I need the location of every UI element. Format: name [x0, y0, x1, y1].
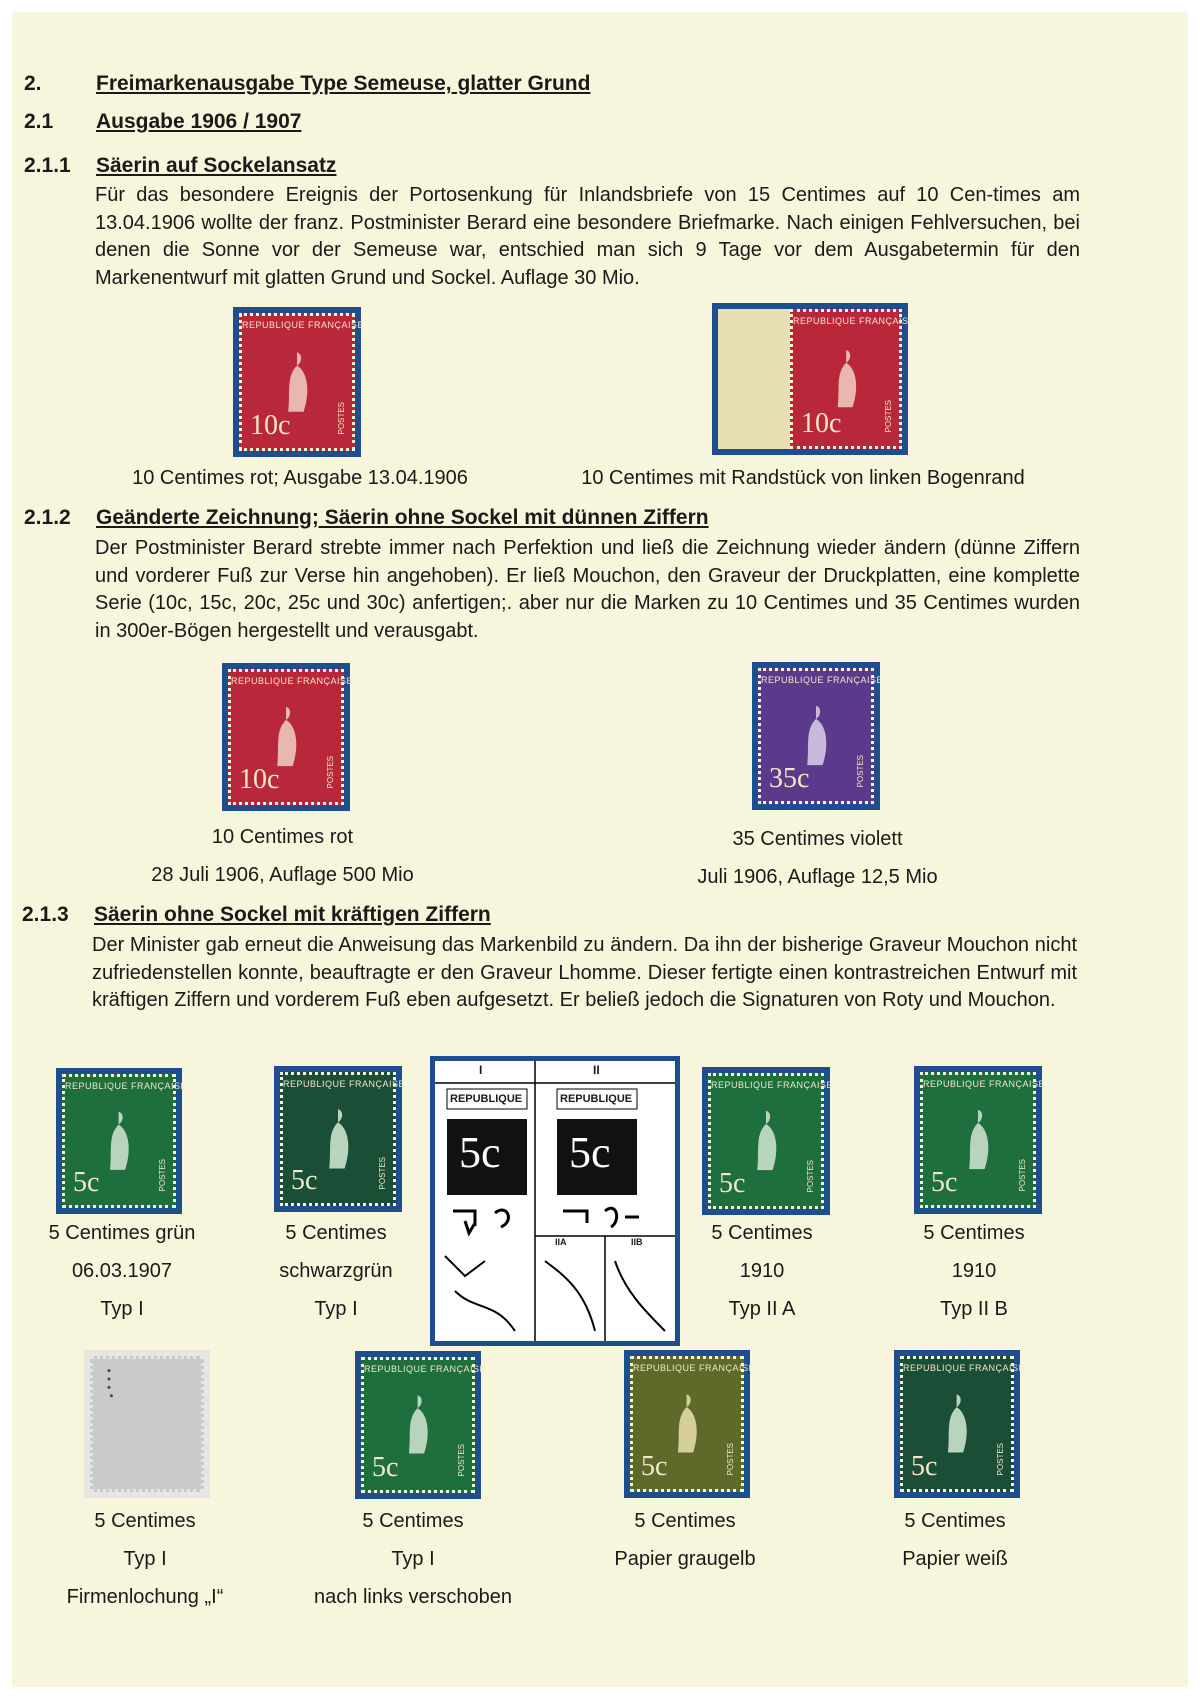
section-2-1-2-heading: 2.1.2 Geänderte Zeichnung; Säerin ohne Sockel mit dünnen Ziffern	[24, 506, 709, 529]
section-2-1-heading: 2.1 Ausgabe 1906 / 1907	[24, 110, 302, 133]
semeuse-figure-icon	[396, 1383, 439, 1464]
section-2-1-1-heading: 2.1.1 Säerin auf Sockelansatz	[24, 154, 337, 177]
stamp-5c-greyyellow-paper: REPUBLIQUE FRANÇAISE 5c POSTES	[624, 1350, 750, 1498]
semeuse-figure-icon	[935, 1382, 978, 1463]
stamp-5c-typ2a: REPUBLIQUE FRANÇAISE 5c POSTES	[702, 1067, 830, 1215]
stamp-10c-red-thin: REPUBLIQUE FRANÇAISE 10c POSTES	[222, 663, 350, 811]
caption-5c-blackgreen-typ1: 5 Centimes schwarzgrün Typ I	[279, 1222, 393, 1320]
type-comparison-diagram	[430, 1056, 680, 1346]
caption-5c-shifted: 5 Centimes Typ I nach links verschoben	[314, 1510, 512, 1608]
stamp-10c-red-1906: REPUBLIQUE FRANÇAISE 10c POSTES	[233, 307, 361, 457]
caption-10c-margin: 10 Centimes mit Randstück von linken Bogenrand	[581, 467, 1025, 489]
sheet-margin-piece	[718, 309, 790, 449]
caption-5c-white: 5 Centimes Papier weiß	[902, 1510, 1008, 1570]
semeuse-figure-icon	[825, 336, 867, 419]
section-2-1-1-text: Für das besondere Ereignis der Portosenkung für Inlandsbriefe von 15 Centimes auf 10 Cen-times am 13.04.1906 wollte der franz. Postminister Berard eine besondere Briefmarke. Nach einigen Fehlversuchen, bei denen die Sonne vor der Semeuse war, entschied man sich 9 Tage vor dem Ausgabetermin für den Markenentwurf mit glatten Grund und Sockel. Auflage 30 Mio.	[95, 184, 1080, 289]
semeuse-figure-icon	[665, 1382, 708, 1463]
caption-5c-green-typ1: 5 Centimes grün 06.03.1907 Typ I	[48, 1222, 196, 1320]
diagram-col2-label: II	[593, 1063, 600, 1077]
section-2-heading: 2. Freimarkenausgabe Type Semeuse, glatter Grund	[24, 72, 591, 95]
diagram-col1-label: I	[479, 1063, 483, 1077]
stamp-5c-typ2b: REPUBLIQUE FRANÇAISE 5c POSTES	[914, 1066, 1042, 1214]
semeuse-figure-icon	[956, 1098, 1000, 1179]
caption-5c-greyyellow: 5 Centimes Papier graugelb	[614, 1510, 756, 1570]
caption-10c-red-thin: 10 Centimes rot 28 Juli 1906, Auflage 500 Mio	[151, 826, 414, 886]
semeuse-figure-icon	[316, 1098, 360, 1177]
stamp-5c-white-paper: REPUBLIQUE FRANÇAISE 5c POSTES	[894, 1350, 1020, 1498]
section-2-1-3-heading: 2.1.3 Säerin ohne Sockel mit kräftigen Ziffern	[22, 903, 491, 926]
diagram-label-2: REPUBLIQUE	[560, 1093, 633, 1105]
section-2-1-2-text: Der Postminister Berard strebte immer nach Perfektion und ließ die Zeichnung wieder ändern (dünne Ziffern und vorderer Fuß zur Verse hin angehoben). Er ließ Mouchon, den Graveur der Druckplatten, eine komplette Serie (10c, 15c, 20c, 25c und 30c) anfertigen;. aber nur die Marken zu 10 Centimes und 35 Centimes wurden in 300er-Bögen hergestellt und verausgabt.	[95, 537, 1080, 642]
section-2-1-3-text: Der Minister gab erneut die Anweisung das Markenbild zu ändern. Da ihn der bisherige Graveur Mouchon nicht zufriedenstellen konnte, beauftragte er den Graveur Lhomme. Dieser fertigte einen kontrastreichen Entwurf mit kräftigen Ziffern und vorderem Fuß eben aufgesetzt. Er beließ jedoch die Signaturen von Roty und Mouchon.	[92, 934, 1077, 1011]
stamp-5c-blackgreen-typ1: REPUBLIQUE FRANÇAISE 5c POSTES	[274, 1066, 402, 1212]
caption-5c-perfin: 5 Centimes Typ I Firmenlochung „I“	[66, 1510, 224, 1608]
diagram-label-1: REPUBLIQUE	[450, 1093, 523, 1105]
stamp-35c-violet: REPUBLIQUE FRANÇAISE 35c POSTES	[752, 662, 880, 810]
diagram-sub1-label: IIA	[555, 1237, 567, 1247]
diagram-sub2-label: IIB	[631, 1237, 643, 1247]
caption-5c-typ2a: 5 Centimes 1910 Typ II A	[711, 1222, 813, 1320]
stamp-5c-shifted-left: REPUBLIQUE FRANÇAISE 5c POSTES	[355, 1351, 481, 1499]
semeuse-figure-icon	[744, 1099, 788, 1180]
semeuse-figure-icon	[97, 1100, 140, 1179]
perfin-holes-icon	[103, 1367, 115, 1403]
stamp-5c-green-typ1: REPUBLIQUE FRANÇAISE 5c POSTES	[56, 1068, 182, 1214]
caption-5c-typ2b: 5 Centimes 1910 Typ II B	[923, 1222, 1025, 1320]
caption-35c-violet: 35 Centimes violett Juli 1906, Auflage 12,5 Mio	[697, 828, 938, 888]
caption-10c-red-1906: 10 Centimes rot; Ausgabe 13.04.1906	[132, 467, 468, 489]
stamp-5c-perfin-back	[84, 1350, 210, 1498]
diagram-value-2: 5c	[569, 1128, 611, 1177]
diagram-value-1: 5c	[459, 1128, 501, 1177]
stamp-10c-with-margin: REPUBLIQUE FRANÇAISE 10c POSTES	[712, 303, 908, 455]
